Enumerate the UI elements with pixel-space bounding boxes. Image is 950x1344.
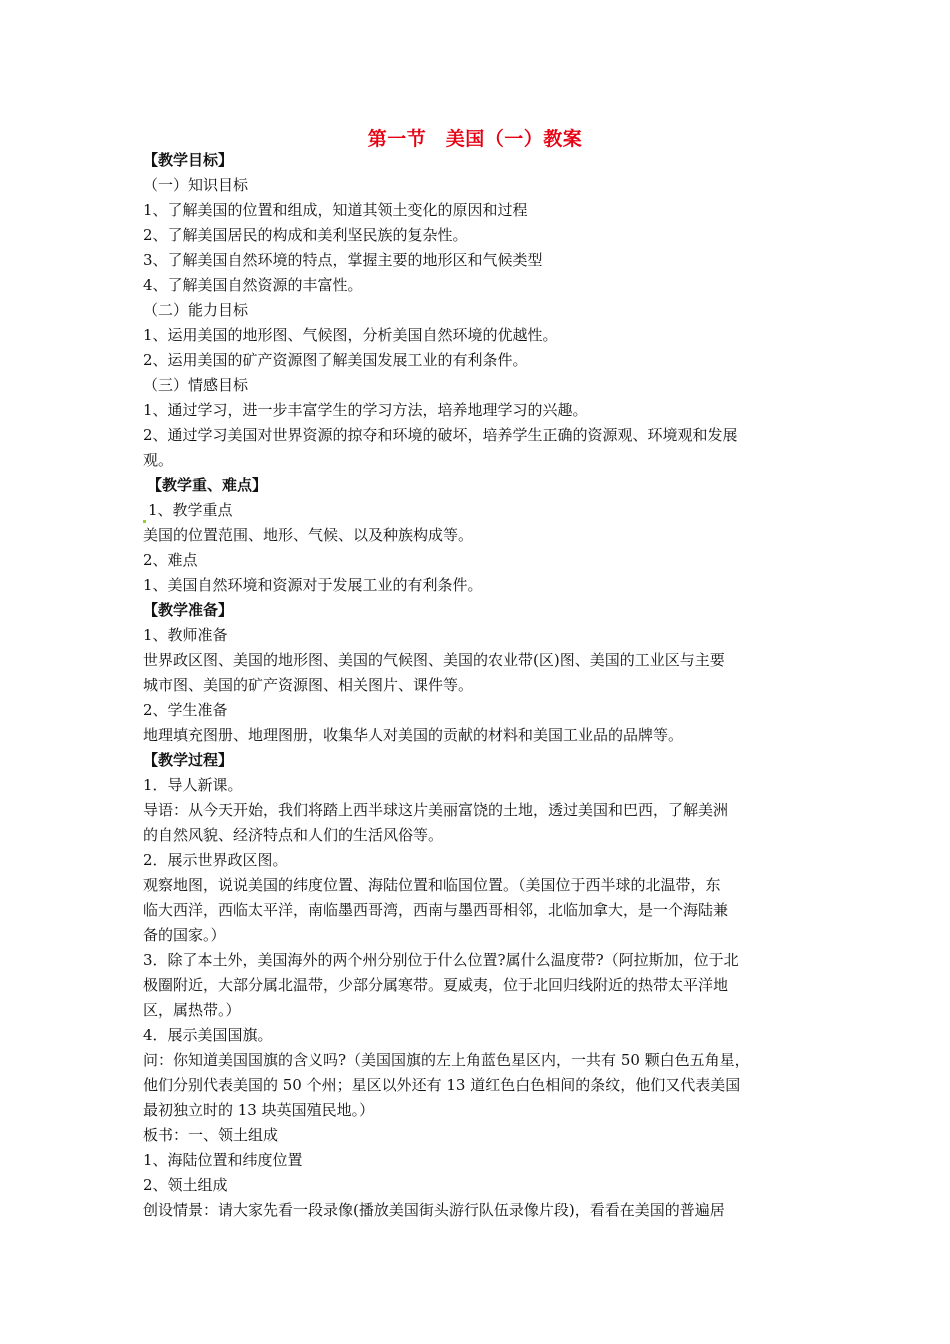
line-text: 2、学生准备 [143, 701, 228, 719]
body-line [143, 398, 818, 423]
line-text: 【教学重、难点】 [147, 476, 268, 494]
line-text: （一）知识目标 [143, 176, 249, 194]
section-heading [143, 748, 818, 773]
body-line [143, 548, 818, 573]
line-text: 【教学过程】 [143, 751, 234, 769]
body-line [143, 1073, 818, 1098]
body-line [143, 773, 818, 798]
line-text: 世界政区图、美国的地形图、美国的气候图、美国的农业带(区)图、美国的工业区与主要 [143, 651, 725, 669]
line-text: 1．导人新课。 [143, 776, 243, 794]
line-text: 1、运用美国的地形图、气候图，分析美国自然环境的优越性。 [143, 326, 558, 344]
body-line [143, 698, 818, 723]
body-line [143, 373, 818, 398]
line-text: 4、了解美国自然资源的丰富性。 [143, 276, 363, 294]
body-line [143, 273, 818, 298]
body-line [143, 723, 818, 748]
body-line [143, 523, 818, 548]
section-heading [143, 598, 818, 623]
body-line [143, 848, 818, 873]
line-text: 4．展示美国国旗。 [143, 1026, 273, 1044]
line-text: 2、难点 [143, 551, 198, 569]
line-text: 1、美国自然环境和资源对于发展工业的有利条件。 [143, 576, 483, 594]
body-line [143, 498, 818, 523]
body-line [143, 673, 818, 698]
body-line [143, 323, 818, 348]
line-text: 3．除了本土外，美国海外的两个州分别位于什么位置?属什么温度带?（阿拉斯加，位于北 [143, 951, 739, 969]
line-text: 极圈附近，大部分属北温带，少部分属寒带。夏威夷，位于北回归线附近的热带太平洋地 [143, 976, 729, 994]
line-text: 城市图、美国的矿产资源图、相关图片、课件等。 [143, 676, 474, 694]
body-line [143, 1148, 818, 1173]
line-text: 1、海陆位置和纬度位置 [143, 1151, 303, 1169]
body-line [143, 823, 818, 848]
line-text: 地理填充图册、地理图册，收集华人对美国的贡献的材料和美国工业品的品牌等。 [143, 726, 684, 744]
section-heading [143, 148, 818, 173]
line-text: （三）情感目标 [143, 376, 249, 394]
body-line [143, 798, 818, 823]
body-line [143, 198, 818, 223]
line-text: 2．展示世界政区图。 [143, 851, 288, 869]
document-body [143, 148, 818, 1223]
line-text: 2、领土组成 [143, 1176, 228, 1194]
body-line [143, 298, 818, 323]
body-line [143, 948, 818, 973]
section-heading [143, 473, 818, 498]
body-line [143, 348, 818, 373]
line-text: 问：你知道美国国旗的含义吗?（美国国旗的左上角蓝色星区内，一共有 50 颗白色五角星， [143, 1051, 750, 1069]
line-text: 2、了解美国居民的构成和美利坚民族的复杂性。 [143, 226, 468, 244]
body-line [143, 1123, 818, 1148]
line-text: 导语：从今天开始，我们将踏上西半球这片美丽富饶的土地，透过美国和巴西，了解美洲 [143, 801, 729, 819]
document-title: 第一节 美国（一）教案 [367, 128, 583, 150]
line-text: 备的国家。） [143, 926, 226, 944]
line-text: 2、通过学习美国对世界资源的掠夺和环境的破坏，培养学生正确的资源观、环境观和发展 [143, 426, 738, 444]
line-text: 区，属热带。） [143, 1001, 241, 1019]
line-text: 美国的位置范围、地形、气候、以及种族构成等。 [143, 526, 474, 544]
body-line [143, 448, 818, 473]
body-line [143, 873, 818, 898]
line-text: 1、了解美国的位置和组成，知道其领土变化的原因和过程 [143, 201, 528, 219]
body-line [143, 223, 818, 248]
line-text: 1、通过学习，进一步丰富学生的学习方法，培养地理学习的兴趣。 [143, 401, 588, 419]
line-text: 临大西洋，西临太平洋，南临墨西哥湾，西南与墨西哥相邻，北临加拿大，是一个海陆兼 [143, 901, 729, 919]
body-line [143, 573, 818, 598]
line-text: 1、教师准备 [143, 626, 228, 644]
line-text: 创设情景：请大家先看一段录像(播放美国街头游行队伍录像片段)，看看在美国的普遍居 [143, 1201, 725, 1219]
body-line [143, 1098, 818, 1123]
line-text: 最初独立时的 13 块英国殖民地。） [143, 1101, 375, 1119]
line-text: 他们分别代表美国的 50 个州；星区以外还有 13 道红色白色相间的条纹，他们又代表美国 [143, 1076, 741, 1094]
body-line [143, 423, 818, 448]
line-text: 【教学准备】 [143, 601, 234, 619]
body-line [143, 1198, 818, 1223]
line-text: 板书：一、领土组成 [143, 1126, 279, 1144]
body-line [143, 648, 818, 673]
body-line [143, 1173, 818, 1198]
body-line [143, 1023, 818, 1048]
body-line [143, 1048, 818, 1073]
line-text: 观察地图，说说美国的纬度位置、海陆位置和临国位置。（美国位于西半球的北温带，东 [143, 876, 721, 894]
line-text: 观。 [143, 451, 174, 469]
body-line [143, 173, 818, 198]
line-text: 【教学目标】 [143, 151, 234, 169]
body-line [143, 248, 818, 273]
body-line [143, 998, 818, 1023]
line-text: 3、了解美国自然环境的特点，掌握主要的地形区和气候类型 [143, 251, 543, 269]
body-line [143, 898, 818, 923]
body-line [143, 623, 818, 648]
line-text: 1、教学重点 [148, 501, 233, 519]
line-text: （二）能力目标 [143, 301, 249, 319]
body-line [143, 923, 818, 948]
body-line [143, 973, 818, 998]
line-text: 2、运用美国的矿产资源图了解美国发展工业的有利条件。 [143, 351, 528, 369]
line-text: 的自然风貌、经济特点和人们的生活风俗等。 [143, 826, 444, 844]
